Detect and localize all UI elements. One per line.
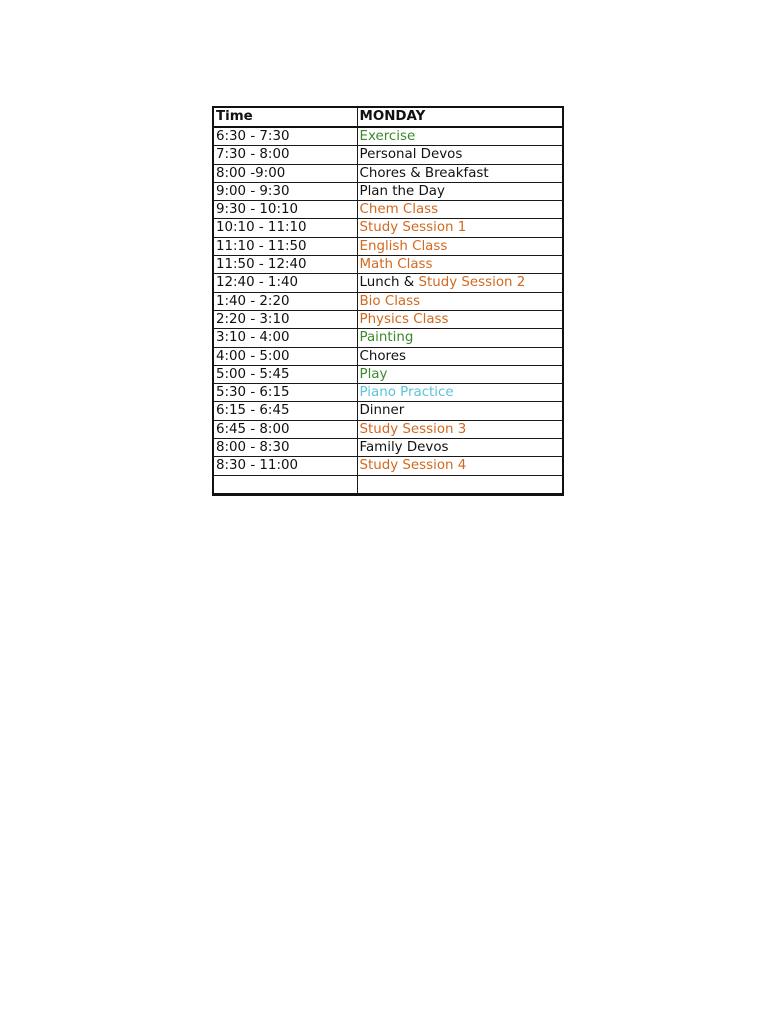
activity-cell — [357, 310, 563, 328]
activity-cell — [357, 219, 563, 237]
activity-text: Exercise — [359, 128, 416, 144]
activity-cell — [357, 475, 563, 494]
time-cell: 1:40 - 2:20 — [213, 292, 357, 310]
activity-text: Personal Devos — [359, 147, 463, 163]
activity-cell — [357, 182, 563, 200]
time-cell: 6:15 - 6:45 — [213, 402, 357, 420]
activity-text: Plan the Day — [359, 183, 445, 199]
table-row — [213, 164, 563, 182]
activity-text: Study Session 4 — [359, 458, 467, 474]
table-row — [213, 402, 563, 420]
activity-cell — [357, 164, 563, 182]
time-cell: 9:00 - 9:30 — [213, 182, 357, 200]
time-cell: 6:30 - 7:30 — [213, 127, 357, 146]
activity-cell — [357, 127, 563, 146]
activity-text: Bio Class — [359, 293, 421, 309]
time-cell: 11:10 - 11:50 — [213, 237, 357, 255]
activity-text: Dinner — [359, 403, 405, 419]
activity-cell — [357, 420, 563, 438]
table-row — [213, 457, 563, 475]
time-column-header: Time — [213, 107, 357, 127]
activity-cell — [357, 256, 563, 274]
activity-cell — [357, 329, 563, 347]
time-cell: 10:10 - 11:10 — [213, 219, 357, 237]
monday-column-header: MONDAY — [357, 107, 563, 127]
activity-text: Study Session 1 — [359, 220, 467, 236]
activity-text: Play — [359, 366, 388, 382]
activity-cell — [357, 274, 563, 292]
activity-cell — [357, 237, 563, 255]
activity-cell — [357, 457, 563, 475]
table-row — [213, 384, 563, 402]
activity-text: Chem Class — [359, 202, 439, 218]
activity-cell — [357, 292, 563, 310]
table-row — [213, 347, 563, 365]
time-cell: 8:00 - 8:30 — [213, 439, 357, 457]
activity-text: Math Class — [359, 257, 433, 273]
table-row — [213, 292, 563, 310]
activity-text: Painting — [359, 330, 414, 346]
activity-text: Study Session 3 — [359, 421, 467, 437]
table-row — [213, 201, 563, 219]
table-row — [213, 256, 563, 274]
activity-text: Chores & Breakfast — [359, 165, 489, 181]
schedule-body — [213, 127, 563, 494]
table-row — [213, 439, 563, 457]
table-row — [213, 329, 563, 347]
table-row — [213, 475, 563, 494]
time-cell: 4:00 - 5:00 — [213, 347, 357, 365]
table-row — [213, 146, 563, 164]
table-row — [213, 420, 563, 438]
time-cell — [213, 475, 357, 494]
time-cell: 5:00 - 5:45 — [213, 365, 357, 383]
activity-text: Physics Class — [359, 311, 449, 327]
activity-text: Family Devos — [359, 439, 449, 455]
activity-text: English Class — [359, 238, 448, 254]
table-row — [213, 310, 563, 328]
table-row — [213, 237, 563, 255]
time-cell: 6:45 - 8:00 — [213, 420, 357, 438]
activity-cell — [357, 365, 563, 383]
time-cell: 11:50 - 12:40 — [213, 256, 357, 274]
table-row — [213, 127, 563, 146]
header-row — [213, 107, 563, 127]
time-cell: 3:10 - 4:00 — [213, 329, 357, 347]
time-cell: 9:30 - 10:10 — [213, 201, 357, 219]
time-cell: 5:30 - 6:15 — [213, 384, 357, 402]
activity-text: Study Session 2 — [418, 275, 526, 291]
table-row — [213, 219, 563, 237]
activity-text: Lunch & — [359, 275, 419, 291]
activity-text: Chores — [359, 348, 406, 364]
activity-cell — [357, 146, 563, 164]
time-cell: 8:00 -9:00 — [213, 164, 357, 182]
table-row — [213, 182, 563, 200]
time-cell: 8:30 - 11:00 — [213, 457, 357, 475]
activity-cell — [357, 201, 563, 219]
activity-cell — [357, 439, 563, 457]
table-row — [213, 274, 563, 292]
activity-cell — [357, 384, 563, 402]
activity-cell — [357, 402, 563, 420]
table-row — [213, 365, 563, 383]
activity-text: Piano Practice — [359, 385, 454, 401]
time-cell: 2:20 - 3:10 — [213, 310, 357, 328]
schedule-table — [212, 106, 564, 496]
activity-cell — [357, 347, 563, 365]
time-cell: 12:40 - 1:40 — [213, 274, 357, 292]
time-cell: 7:30 - 8:00 — [213, 146, 357, 164]
